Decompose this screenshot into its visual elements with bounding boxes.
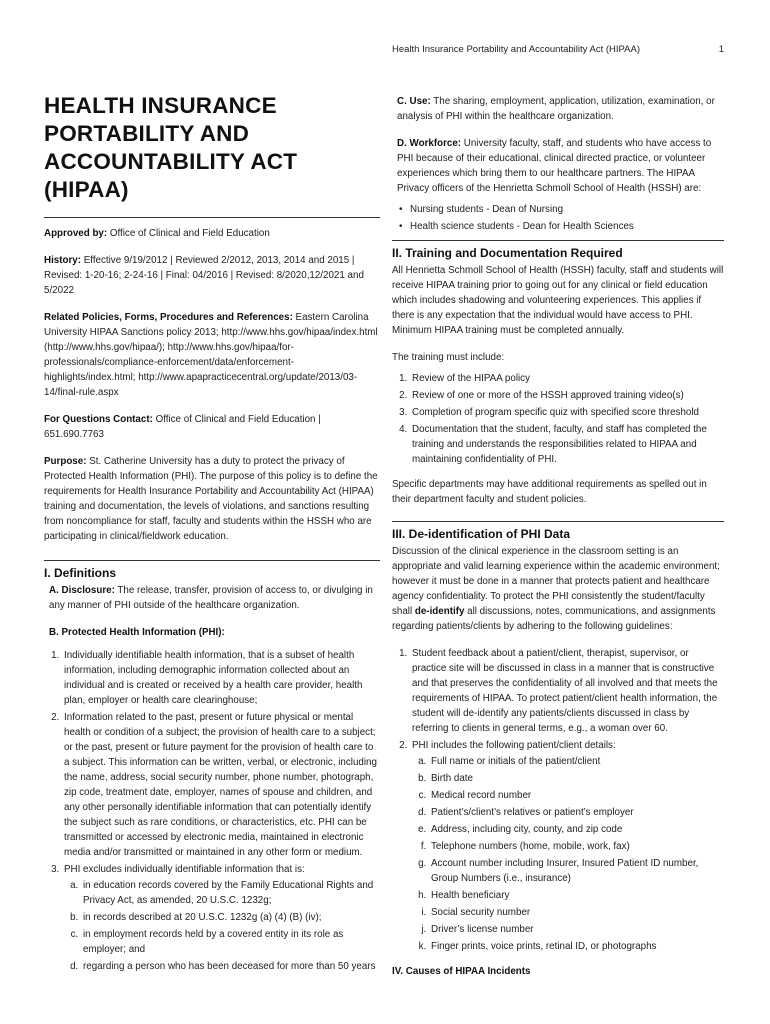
list-item: b. in records described at 20 U.S.C. 1232g (a) (4) (B) (iv);	[81, 910, 380, 925]
section-deidentification-heading: III. De-identification of PHI Data	[392, 521, 724, 542]
list-item: d. Patient’s/client’s relatives or patient’s employer	[429, 805, 724, 820]
list-item: b. Birth date	[429, 771, 724, 786]
page-number: 1	[718, 44, 724, 55]
privacy-officers-list	[392, 202, 724, 234]
list-item: e. Address, including city, county, and zip code	[429, 822, 724, 837]
list-item: • Nursing students - Dean of Nursing	[399, 204, 564, 215]
phi-definition-list	[44, 648, 380, 974]
bullet-icon: •	[399, 221, 403, 232]
list-item: j. Driver’s license number	[429, 922, 724, 937]
list-item: 2. Review of one or more of the HSSH approved training video(s)	[410, 388, 724, 403]
deidentification-intro: Discussion of the clinical experience in the classroom setting is an appropriate and valid learning experience within the academic environment; however it must be done in a manner that protects patient and healthcare agency confidentiality. To protect the PHI consistently the student/faculty shall de-identify all discussions, notes, communications, and assignments regarding patients/clients by adhering to the following guidelines:	[392, 546, 720, 632]
list-item: 4. Documentation that the student, faculty, and staff has completed the training and understands the responsibilities related to HIPAA and maintaining confidentiality of PHI.	[410, 422, 724, 467]
running-header	[392, 44, 724, 55]
training-list	[392, 371, 724, 467]
list-item: i. Social security number	[429, 905, 724, 920]
phi-exclusions-list	[64, 878, 380, 974]
list-item: 1. Individually identifiable health information, that is a subset of health information, including demographic information collected about an individual and is created or received by a health care provider, health plan, employer or health care clearinghouse;	[62, 648, 380, 708]
list-item: f. Telephone numbers (home, mobile, work, fax)	[429, 839, 724, 854]
list-item: 1. Student feedback about a patient/client, therapist, supervisor, or practice site will be discussed in class in a manner that is constructive and that preserves the confidentiality of all involved and that meets the requirements of HIPAA. To protect patient/client health information, the student will de-identify any patients/clients discussed in class by referring to clients in general terms, e.g., a woman over 60.	[410, 646, 724, 736]
training-must-include: The training must include:	[392, 352, 505, 363]
department-note: Specific departments may have additional requirements as spelled out in their department faculty and student policies.	[392, 479, 707, 505]
list-item: 3. PHI excludes individually identifiable information that is: a. in education records covered by the Family Educational Rights and Privacy Act, as amended, 20 U.S.C. 1232g; b. in records described at 20 U.S.C. 1232g (a) (4) (B) (iv); c. in employment records held by a covered entity in its role as employer; and d. regarding a person who has been deceased for more than 50 years	[62, 862, 380, 974]
list-item: 3. Completion of program specific quiz with specified score threshold	[410, 405, 724, 420]
list-item: 2. PHI includes the following patient/client details: a. Full name or initials of the patient/client b. Birth date c. Medical record number d. Patient’s/client’s relatives or patient’s employer e. Address, including city, county, and zip code f. Telephone numbers (home, mobile, work, fax) g. Account number including Insurer, Insured Patient ID number, Group Numbers (i.e., insurance) h. Health beneficiary i. Social security number j. Driver’s license number k. Finger prints, voice prints, retinal ID, or photographs	[410, 738, 724, 954]
deidentification-list	[392, 646, 724, 954]
definition-phi-label: B. Protected Health Information (PHI):	[49, 627, 225, 638]
history: History: Effective 9/19/2012 | Reviewed 2/2012, 2013, 2014 and 2015 | Revised: 1-20-16; 2-24-16 | Final: 04/2016 | Revised: 8/2020,12/2021 and 5/2022	[44, 255, 364, 296]
definition-use: C. Use: The sharing, employment, application, utilization, examination, or analysis of PHI within the healthcare organization.	[397, 96, 715, 122]
list-item: 1. Review of the HIPAA policy	[410, 371, 724, 386]
questions-contact: For Questions Contact: Office of Clinical and Field Education | 651.690.7763	[44, 414, 321, 440]
list-item: h. Health beneficiary	[429, 888, 724, 903]
bullet-icon: •	[399, 204, 403, 215]
purpose: Purpose: St. Catherine University has a duty to protect the privacy of Protected Health Information (PHI). The purpose of this policy is to define the requirements for Health Insurance Portability and Accountability Act (HIPAA) training and documentation, the levels of violations, and sanctions resulting from noncompliance for staff, faculty and students within the HSSH who are participating in clinical/fieldwork education.	[44, 456, 378, 542]
right-column	[392, 94, 724, 991]
definition-disclosure: A. Disclosure: The release, transfer, provision of access to, or divulging in any manner of PHI outside of the healthcare organization.	[49, 585, 373, 611]
training-intro: All Henrietta Schmoll School of Health (HSSH) faculty, staff and students will receive HIPAA training prior to going out for any clinical or field education which includes shadowing and volunteering experiences. This applies if there is any expectation that the individual would have access to PHI. Minimum HIPAA training must be completed annually.	[392, 265, 724, 336]
list-item: g. Account number including Insurer, Insured Patient ID number, Group Numbers (i.e., insurance)	[429, 856, 724, 886]
list-item: c. Medical record number	[429, 788, 724, 803]
document-title: HEALTH INSURANCE PORTABILITY AND ACCOUNTABILITY ACT (HIPAA)	[44, 93, 298, 202]
list-item: k. Finger prints, voice prints, retinal ID, or photographs	[429, 939, 724, 954]
left-column	[44, 92, 380, 984]
list-item: • Health science students - Dean for Health Sciences	[399, 221, 634, 232]
title-divider	[44, 217, 380, 218]
section-causes-heading: IV. Causes of HIPAA Incidents	[392, 966, 531, 977]
definition-workforce: D. Workforce: University faculty, staff, and students who have access to PHI because of their educational, clinical directed practice, or volunteer experiences which bring them to our healthcare partners. The HIPAA Privacy officers of the Henrietta Schmoll School of Health (HSSH) are:	[397, 138, 712, 194]
related-policies: Related Policies, Forms, Procedures and References: Eastern Carolina University HIPAA Sanctions policy 2013; http://www.hhs.gov/hipaa/index.html (http://www.hhs.gov/hipaa/); http://www.hhs.gov/hipaa/for-professionals/compliance-enforcement/data/enforcement-highlights/index.html; http://www.apapracticecentral.org/update/2013/03-14/final-rule.aspx	[44, 312, 378, 398]
approved-by: Approved by: Office of Clinical and Field Education	[44, 228, 270, 239]
section-definitions-heading: I. Definitions	[44, 560, 380, 581]
list-item: a. Full name or initials of the patient/client	[429, 754, 724, 769]
phi-details-list	[412, 754, 724, 954]
list-item: 2. Information related to the past, present or future physical or mental health or condition of a subject; the provision of health care to a subject; or the past, present or future payment for the provision of health care to a subject. This information can be written, verbal, or electronic, including the name, address, social security number, phone number, photograph, zip code, treatment date, employer, names of spouse and children, and any other personally identifiable information that can potentially identify the subject such as rare conditions, or characteristics, etc. PHI can be transmitted or accessed by electronic media, maintained in electronic media and/or transmitted or maintained in any other form or medium.	[62, 710, 380, 860]
list-item: d. regarding a person who has been deceased for more than 50 years	[81, 959, 380, 974]
section-training-heading: II. Training and Documentation Required	[392, 240, 724, 261]
running-title: Health Insurance Portability and Accountability Act (HIPAA)	[392, 44, 641, 55]
list-item: a. in education records covered by the Family Educational Rights and Privacy Act, as amended, 20 U.S.C. 1232g;	[81, 878, 380, 908]
list-item: c. in employment records held by a covered entity in its role as employer; and	[81, 927, 380, 957]
